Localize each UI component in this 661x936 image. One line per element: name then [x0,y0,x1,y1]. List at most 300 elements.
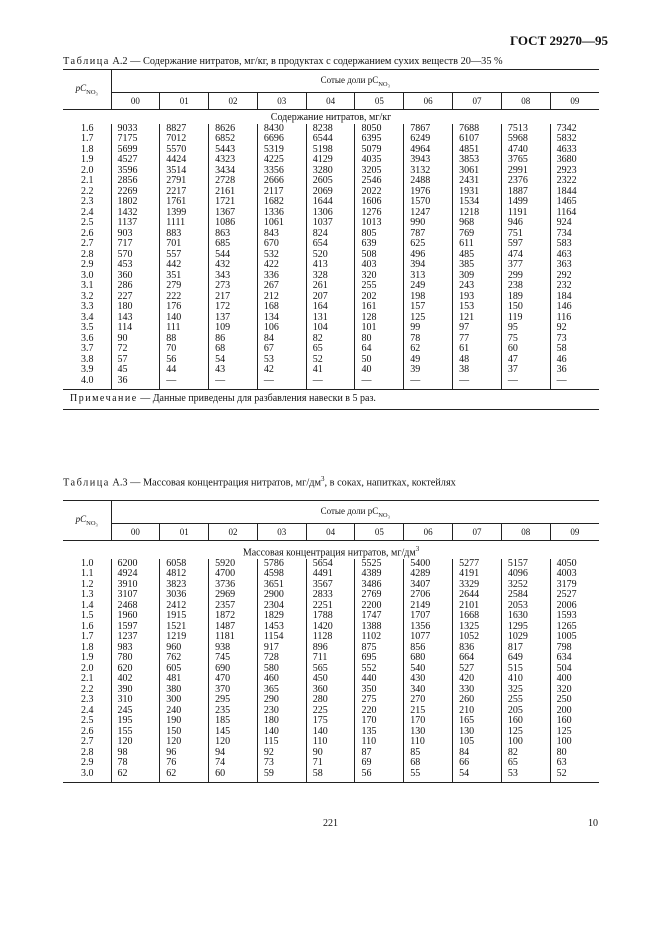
table-cell: 4225 [257,155,306,166]
table-cell: 1013 [355,218,404,229]
table-cell: 273 [209,281,258,292]
table-cell: 896 [306,643,355,654]
table-cell: 110 [355,737,404,748]
row-label: 2.4 [63,208,111,219]
table-a3-title-rest: , в соках, напитках, коктейлях [324,477,456,489]
table-cell: 1721 [209,197,258,208]
table-cell: 4129 [306,155,355,166]
table-cell: 36 [111,376,160,390]
table-cell: 540 [404,664,453,675]
table-cell: 109 [209,323,258,334]
table-cell: 4323 [209,155,258,166]
table-cell: 2304 [257,601,306,612]
table-cell: 180 [257,716,306,727]
row-label: 2.8 [63,250,111,261]
table-cell: 255 [355,281,404,292]
table-cell: 1465 [556,196,577,207]
table-cell: 42 [257,365,306,376]
table-a2 [63,69,599,410]
table-cell: 54 [209,355,258,366]
table-cell: 1707 [404,611,453,622]
row-label: 2.9 [63,260,111,271]
table-cell: 3036 [160,590,209,601]
table-cell: 4003 [556,568,577,580]
table-cell: 2666 [257,176,306,187]
table-cell: 110 [306,737,355,748]
table-cell: 3765 [501,155,550,166]
table-row [63,344,599,355]
table-cell: 664 [453,653,502,664]
table-cell: — [306,376,355,390]
table-cell: 1432 [111,208,160,219]
table-cell: 60 [501,344,550,355]
row-label: 4.0 [63,376,111,390]
table-row [63,355,599,366]
table-cell: 690 [209,664,258,675]
table-cell: 611 [453,239,502,250]
row-label: 1.7 [63,632,111,643]
table-cell: 195 [111,716,160,727]
column-header: 00 [111,93,160,110]
table-cell: 340 [404,685,453,696]
table-cell: — [550,376,599,390]
table-cell: 299 [501,271,550,282]
table-cell: 2969 [209,590,258,601]
table-cell: 63 [556,757,567,769]
table-cell: 1844 [556,185,577,197]
table-cell: 76 [160,758,209,769]
table-cell: 4964 [404,145,453,156]
table-cell: 2546 [355,176,404,187]
table-cell: 968 [453,218,502,229]
table-cell: 734 [556,227,572,239]
table-cell: 1570 [404,197,453,208]
table-cell: 66 [453,758,502,769]
table-cell: 4389 [355,569,404,580]
table-cell: 3596 [111,166,160,177]
table-cell: 1128 [306,632,355,643]
table-cell: 1306 [306,208,355,219]
table-row [63,313,599,324]
table-cell: 680 [404,653,453,664]
table-cell: 8430 [257,124,306,135]
table-cell: 343 [209,271,258,282]
row-label: 1.8 [63,145,111,156]
table-cell: 48 [453,355,502,366]
table-cell: 227 [111,292,160,303]
table-cell: 508 [355,250,404,261]
table-cell: 325 [501,685,550,696]
table-cell: 711 [306,653,355,664]
table-cell: 557 [160,250,209,261]
table-cell: 570 [111,250,160,261]
table-cell: 350 [355,685,404,696]
table-cell: 544 [209,250,258,261]
table-cell: 255 [501,695,550,706]
table-cell: 1788 [306,611,355,622]
table-cell: 1534 [453,197,502,208]
table-cell: 380 [160,685,209,696]
table-cell: 485 [453,250,502,261]
table-cell: 2431 [453,176,502,187]
row-label: 3.4 [63,313,111,324]
table-cell: 1499 [501,197,550,208]
table-cell: 1931 [453,187,502,198]
table-cell: 100 [556,736,572,748]
table-cell: 240 [160,706,209,717]
column-header: 09 [550,524,599,541]
table-cell: 4633 [556,143,577,155]
table-cell: 2468 [111,601,160,612]
table-cell: 58 [556,343,567,354]
table-cell: 863 [209,229,258,240]
table-cell: 92 [257,748,306,759]
table-cell: 394 [404,260,453,271]
column-header: 01 [160,524,209,541]
row-label: 3.7 [63,344,111,355]
table-cell: 3514 [160,166,209,177]
row-label: 3.2 [63,292,111,303]
table-cell: 43 [209,365,258,376]
table-cell: 3061 [453,166,502,177]
table-cell: 70 [160,344,209,355]
table-cell: 143 [111,313,160,324]
table-cell: 6058 [160,559,209,570]
column-header: 08 [501,524,550,541]
table-cell: 2357 [209,601,258,612]
table-cell: 104 [306,323,355,334]
table-cell: 150 [160,727,209,738]
row-label: 1.3 [63,590,111,601]
table-cell: 65 [501,758,550,769]
table-cell: 1102 [355,632,404,643]
table-a2-label: Таблица [63,56,110,67]
table-cell: 605 [160,664,209,675]
table-cell: 184 [556,290,572,302]
page-number: 221 [323,818,338,829]
table-cell: 1191 [501,208,550,219]
table-cell: 2322 [556,175,577,186]
table-row [63,218,599,229]
table-cell: 101 [355,323,404,334]
table-cell: 701 [160,239,209,250]
table-cell: 402 [111,674,160,685]
table-cell: 1037 [306,218,355,229]
table-cell: 250 [556,694,572,706]
row-label: 2.1 [63,176,111,187]
table-cell: 1521 [160,622,209,633]
table-cell: 135 [355,727,404,738]
row-label: 2.4 [63,706,111,717]
table-cell: 1295 [501,622,550,633]
table-cell: 111 [160,323,209,334]
row-label: 2.6 [63,727,111,738]
table-cell: 210 [453,706,502,717]
table-cell: 430 [404,674,453,685]
table-cell: 280 [306,695,355,706]
table-cell: 73 [556,332,567,344]
table-cell: 77 [453,334,502,345]
table-cell: 432 [209,260,258,271]
table-cell: 260 [453,695,502,706]
table-cell: 292 [556,269,572,281]
table-cell: 903 [111,229,160,240]
table-cell: 6249 [404,134,453,145]
document-header: ГОСТ 29270—95 [509,33,608,48]
table-cell: 5157 [501,559,550,570]
column-header: 03 [257,93,306,110]
table-cell: 2769 [355,590,404,601]
table-cell: 420 [453,674,502,685]
table-cell: 82 [306,334,355,345]
row-label: 3.5 [63,323,111,334]
table-cell: 2991 [501,166,550,177]
table-cell: — [501,376,550,390]
table-cell: 220 [355,706,404,717]
table-cell: 8050 [355,124,404,135]
table-row [63,239,599,250]
table-row [63,758,599,769]
table-cell: 762 [160,653,209,664]
table-cell: 176 [160,302,209,313]
table-cell: 180 [111,302,160,313]
table-cell: 145 [209,727,258,738]
table-cell: 2856 [111,176,160,187]
table-cell: 261 [306,281,355,292]
row-label: 2.9 [63,758,111,769]
table-cell: 422 [257,260,306,271]
table-a3-caption [63,475,456,488]
table-cell: 843 [257,229,306,240]
table-cell: 238 [501,281,550,292]
table-cell: 1644 [306,197,355,208]
table-cell: 8626 [209,124,258,135]
table-cell: 134 [257,313,306,324]
table-cell: 717 [111,239,160,250]
table-cell: 130 [453,727,502,738]
table-a3-label: Таблица [63,477,110,489]
table-cell: 413 [306,260,355,271]
table-cell: 45 [111,365,160,376]
column-header: 02 [209,524,258,541]
table-row [63,302,599,313]
table-cell: 160 [556,715,572,727]
table-cell: 745 [209,653,258,664]
table-cell: 3943 [404,155,453,166]
table-cell: 2022 [355,187,404,198]
row-label: 1.5 [63,611,111,622]
row-label: 2.7 [63,239,111,250]
title-superscript: 3 [321,475,325,483]
row-label: 2.5 [63,218,111,229]
row-header: $pC_{NO_3}$ [63,70,111,110]
table-cell: 5968 [501,134,550,145]
table-cell: 1137 [111,218,160,229]
table-cell: 92 [556,322,567,333]
row-label: 2.2 [63,187,111,198]
table-cell: 532 [257,250,306,261]
table-cell: 65 [306,344,355,355]
table-cell: 4050 [556,557,577,569]
table-cell: 365 [257,685,306,696]
table-cell: 6107 [453,134,502,145]
table-cell: 3356 [257,166,306,177]
table-row [63,769,599,783]
table-cell: 64 [355,344,404,355]
table-cell: 62 [160,769,209,783]
table-cell: 769 [453,229,502,240]
row-label: 2.0 [63,166,111,177]
table-cell: 798 [556,641,572,653]
table-cell: 5786 [257,559,306,570]
sheet-number: 10 [588,818,598,829]
table-cell: 67 [257,344,306,355]
table-cell: 60 [209,769,258,783]
table-cell: 2644 [453,590,502,601]
table-cell: 1111 [160,218,209,229]
table-cell: 856 [404,643,453,654]
table-cell: 1747 [355,611,404,622]
table-cell: 403 [355,260,404,271]
table-cell: 106 [257,323,306,334]
table-cell: 190 [160,716,209,727]
table-cell: 1668 [453,611,502,622]
table-cell: 7513 [501,124,550,135]
table-cell: 155 [111,727,160,738]
table-cell: 97 [453,323,502,334]
table-cell: 370 [209,685,258,696]
table-cell: 80 [355,334,404,345]
row-label: 3.8 [63,355,111,366]
table-cell: 4527 [111,155,160,166]
table-cell: 54 [453,769,502,783]
row-label: 2.6 [63,229,111,240]
table-cell: 685 [209,239,258,250]
table-cell: 120 [209,737,258,748]
column-header: 01 [160,93,209,110]
table-cell: 5570 [160,145,209,156]
table-cell: 620 [111,664,160,675]
table-cell: 243 [453,281,502,292]
table-cell: 7688 [453,124,502,135]
table-cell: 2006 [556,599,577,611]
table-a2-caption [63,56,503,67]
table-cell: 207 [306,292,355,303]
table-cell: 450 [306,674,355,685]
table-cell: 3280 [306,166,355,177]
table-cell: 360 [111,271,160,282]
table-cell: 1593 [556,610,577,622]
table-cell: 2117 [257,187,306,198]
table-cell: 212 [257,292,306,303]
table-cell: 150 [501,302,550,313]
row-label: 3.1 [63,281,111,292]
table-cell: 3736 [209,580,258,591]
table-cell: 625 [404,239,453,250]
table-cell: 875 [355,643,404,654]
table-cell: 78 [404,334,453,345]
table-cell: 47 [501,355,550,366]
table-cell: 6395 [355,134,404,145]
table-cell: 1325 [453,622,502,633]
table-cell: 56 [355,769,404,783]
table-cell: 84 [257,334,306,345]
table-cell: 442 [160,260,209,271]
table-cell: 1606 [355,197,404,208]
table-cell: 527 [453,664,502,675]
table-cell: 6200 [111,559,160,570]
table-cell: 670 [257,239,306,250]
table-cell: 98 [111,748,160,759]
table-cell: 68 [209,344,258,355]
table-cell: 1237 [111,632,160,643]
table-cell: 1597 [111,622,160,633]
table-cell: 805 [355,229,404,240]
table-cell: 96 [160,748,209,759]
table-cell: 3680 [556,154,577,165]
table-cell: 225 [306,706,355,717]
table-cell: 235 [209,706,258,717]
table-cell: 198 [404,292,453,303]
table-cell: — [453,376,502,390]
table-cell: 6544 [306,134,355,145]
table-cell: 130 [404,727,453,738]
table-cell: 200 [556,704,572,716]
row-header: $pC_{NO_3}$ [63,501,111,541]
table-cell: 474 [501,250,550,261]
table-cell: 924 [556,217,572,228]
table-cell: 46 [556,353,567,365]
table-cell: 116 [556,311,572,323]
table-cell: 552 [355,664,404,675]
table-cell: 7175 [111,134,160,145]
table-cell: 3910 [111,580,160,591]
table-cell: 824 [306,229,355,240]
table-cell: 140 [257,727,306,738]
table-cell: 52 [550,769,599,783]
table-cell: 69 [355,758,404,769]
table-cell: 286 [111,281,160,292]
table-cell: 36 [556,364,567,375]
table-cell: 4924 [111,569,160,580]
table-cell: 5400 [404,559,453,570]
table-cell: 82 [501,748,550,759]
table-cell: 88 [160,334,209,345]
table-cell: 5277 [453,559,502,570]
table-cell: 1336 [257,208,306,219]
table-cell: 2584 [501,590,550,601]
table-cell: 400 [556,673,572,685]
table-cell: 2412 [160,601,209,612]
table-cell: 1420 [306,622,355,633]
table-cell: 990 [404,218,453,229]
table-cell: 515 [501,664,550,675]
table-cell: — [160,376,209,390]
table-cell: 309 [453,271,502,282]
table-cell: 105 [453,737,502,748]
table-cell: 115 [257,737,306,748]
table-cell: 38 [453,365,502,376]
table-note: Примечание — Данные приведены для разбавления навески в 5 раз. [70,393,376,404]
table-cell: 2791 [160,176,209,187]
row-label: 1.7 [63,134,111,145]
table-cell: 1630 [501,611,550,622]
table-row [63,134,599,145]
table-cell: 565 [306,664,355,675]
table-row [63,260,599,271]
table-cell: 245 [111,706,160,717]
table-cell: 267 [257,281,306,292]
